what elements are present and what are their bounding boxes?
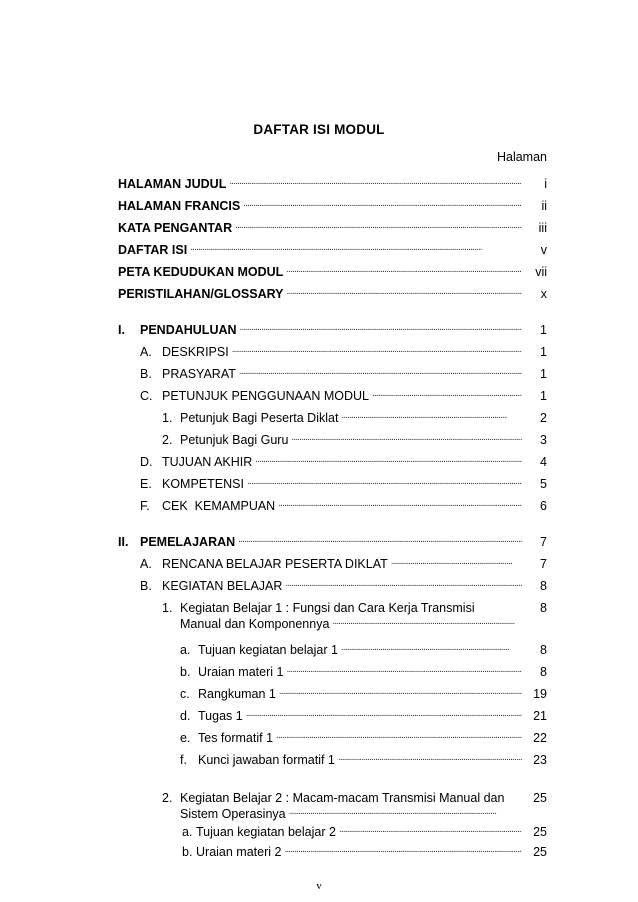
dot-leader (278, 498, 522, 510)
toc-entry-label: HALAMAN JUDUL (118, 177, 227, 191)
dot-leader (247, 476, 522, 488)
subsection-label: Petunjuk Bagi Guru (180, 433, 289, 447)
section-entry (140, 578, 547, 594)
dot-leader (240, 322, 522, 334)
activity-item-label: Uraian materi 1 (198, 665, 284, 679)
activity-item-page: 8 (540, 643, 547, 657)
chapter-number: I. (118, 323, 125, 337)
toc-entry-page: iii (538, 221, 547, 235)
dot-leader (190, 242, 522, 254)
dot-leader (339, 824, 522, 836)
dot-leader (239, 366, 522, 378)
section-page: 4 (540, 455, 547, 469)
section-label: CEK KEMAMPUAN (162, 499, 276, 513)
dot-leader (341, 410, 507, 422)
activity-entry (162, 790, 547, 806)
activity-page: 8 (540, 601, 547, 615)
activity-entry (162, 600, 547, 632)
toc-entry-page: ii (541, 199, 547, 213)
dot-leader (229, 176, 522, 188)
activity-title-continuation (180, 806, 500, 822)
activity-item-page: 19 (533, 687, 547, 701)
dot-leader (255, 454, 522, 466)
dot-leader (243, 198, 522, 210)
activity-item-letter: a. (182, 825, 193, 839)
dot-leader (235, 220, 522, 232)
dot-leader (286, 264, 522, 276)
dot-leader (285, 578, 522, 590)
chapter-label: PEMELAJARAN (140, 535, 236, 549)
section-label: PETUNJUK PENGGUNAAN MODUL (162, 389, 369, 403)
activity-number: 1. (162, 601, 173, 615)
subsection-page: 2 (540, 411, 547, 425)
activity-item (180, 686, 547, 702)
toc-entry-label: DAFTAR ISI (118, 243, 188, 257)
section-number: A. (140, 345, 152, 359)
dot-leader (276, 730, 522, 742)
section-label: TUJUAN AKHIR (162, 455, 253, 469)
activity-item-letter: f. (180, 753, 187, 767)
section-number: B. (140, 579, 152, 593)
activity-item-letter: e. (180, 731, 191, 745)
activity-item-label: Tes formatif 1 (198, 731, 274, 745)
chapter-label: PENDAHULUAN (140, 323, 237, 337)
toc-entry-page: vii (535, 265, 547, 279)
dot-leader (284, 844, 522, 856)
section-label: KEGIATAN BELAJAR (162, 579, 283, 593)
activity-item-letter: a. (180, 643, 191, 657)
activity-item (180, 752, 547, 768)
halaman-column-header: Halaman (496, 150, 547, 164)
activity-item-label: Tugas 1 (198, 709, 243, 723)
section-number: A. (140, 557, 152, 571)
section-page: 1 (540, 345, 547, 359)
subsection-entry (162, 432, 547, 448)
activity-item-page: 8 (540, 665, 547, 679)
section-page: 5 (540, 477, 547, 491)
section-entry (140, 498, 547, 514)
toc-entry (118, 220, 547, 236)
chapter-number: II. (118, 535, 129, 549)
activity-item-label: Kunci jawaban formatif 1 (198, 753, 335, 767)
subsection-number: 1. (162, 411, 173, 425)
activity-item (182, 824, 547, 840)
section-entry (140, 476, 547, 492)
dot-leader (246, 708, 522, 720)
dot-leader (338, 752, 522, 764)
chapter-entry (118, 534, 547, 550)
dot-leader (289, 806, 497, 818)
dot-leader (286, 664, 522, 676)
section-entry (140, 344, 547, 360)
section-page: 8 (540, 579, 547, 593)
section-number: C. (140, 389, 153, 403)
activity-item-label: Tujuan kegiatan belajar 1 (198, 643, 338, 657)
activity-page: 25 (533, 791, 547, 805)
activity-item-letter: b. (182, 845, 193, 859)
dot-leader (291, 432, 522, 444)
activity-item-label: Rangkuman 1 (198, 687, 276, 701)
activity-title-line1: Kegiatan Belajar 2 : Macam-macam Transmisi Manual dan (180, 791, 505, 805)
activity-item (182, 844, 547, 860)
section-label: PRASYARAT (162, 367, 236, 381)
toc-entry-page: i (544, 177, 547, 191)
toc-entry-label: PERISTILAHAN/GLOSSARY (118, 287, 284, 301)
section-label: KOMPETENSI (162, 477, 244, 491)
activity-item (180, 730, 547, 746)
dot-leader (332, 616, 515, 628)
activity-item-page: 25 (533, 845, 547, 859)
activity-item-page: 23 (533, 753, 547, 767)
chapter-page: 1 (540, 323, 547, 337)
section-entry (140, 454, 547, 470)
subsection-entry (162, 410, 547, 426)
chapter-page: 7 (540, 535, 547, 549)
toc-entry-page: v (540, 243, 547, 257)
activity-item-letter: c. (180, 687, 190, 701)
activity-item-page: 22 (533, 731, 547, 745)
section-number: B. (140, 367, 152, 381)
activity-title-line2: Sistem Operasinya (180, 807, 286, 821)
section-page: 7 (540, 557, 547, 571)
activity-title-line2: Manual dan Komponennya (180, 617, 330, 631)
activity-item-page: 21 (533, 709, 547, 723)
activity-item-label: Uraian materi 2 (196, 845, 282, 859)
activity-title-continuation (162, 616, 515, 632)
section-number: D. (140, 455, 153, 469)
activity-number: 2. (162, 791, 173, 805)
activity-item (180, 708, 547, 724)
section-label: DESKRIPSI (162, 345, 229, 359)
activity-item-page: 25 (533, 825, 547, 839)
dot-leader (287, 286, 522, 298)
activity-item (180, 642, 547, 658)
activity-item-label: Tujuan kegiatan belajar 2 (196, 825, 336, 839)
subsection-page: 3 (540, 433, 547, 447)
section-page: 1 (540, 389, 547, 403)
section-entry (140, 388, 547, 404)
activity-title-line1: Kegiatan Belajar 1 : Fungsi dan Cara Kerja Transmisi (180, 601, 475, 615)
section-page: 6 (540, 499, 547, 513)
section-label: RENCANA BELAJAR PESERTA DIKLAT (162, 557, 388, 571)
section-number: E. (140, 477, 152, 491)
subsection-label: Petunjuk Bagi Peserta Diklat (180, 411, 339, 425)
dot-leader (279, 686, 522, 698)
dot-leader (391, 556, 513, 568)
section-number: F. (140, 499, 150, 513)
page-number-footer: v (316, 880, 322, 892)
toc-entry (118, 176, 547, 192)
subsection-number: 2. (162, 433, 173, 447)
activity-item (180, 664, 547, 680)
toc-entry (118, 198, 547, 214)
page-title: DAFTAR ISI MODUL (253, 122, 385, 137)
chapter-entry (118, 322, 547, 338)
section-entry (140, 556, 547, 572)
toc-entry-label: PETA KEDUDUKAN MODUL (118, 265, 284, 279)
toc-entry-label: HALAMAN FRANCIS (118, 199, 241, 213)
toc-entry-label: KATA PENGANTAR (118, 221, 233, 235)
toc-entry (118, 286, 547, 302)
dot-leader (232, 344, 522, 356)
section-entry (140, 366, 547, 382)
activity-item-letter: b. (180, 665, 191, 679)
toc-entry-page: x (540, 287, 547, 301)
toc-entry (118, 242, 547, 258)
dot-leader (238, 534, 522, 546)
toc-entry (118, 264, 547, 280)
dot-leader (372, 388, 522, 400)
section-page: 1 (540, 367, 547, 381)
dot-leader (341, 642, 509, 654)
activity-item-letter: d. (180, 709, 191, 723)
